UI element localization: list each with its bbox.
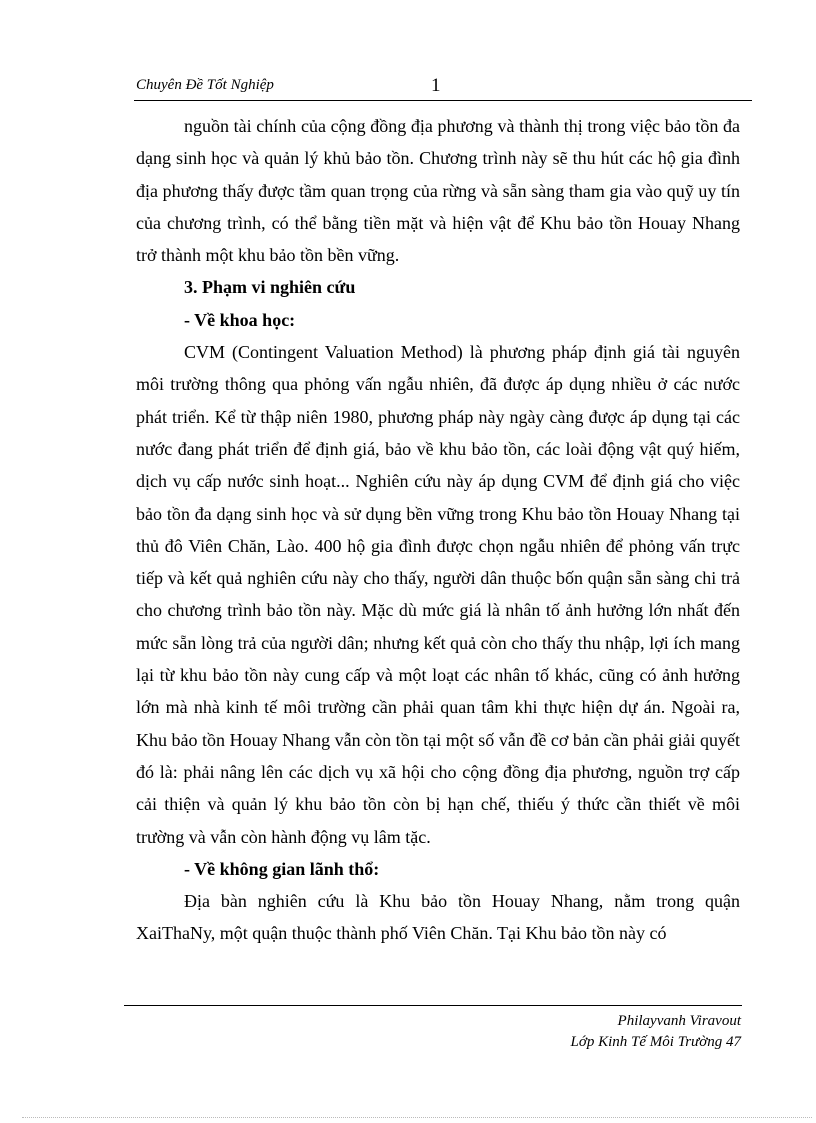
page-header — [134, 74, 752, 101]
space-paragraph: Địa bàn nghiên cứu là Khu bảo tồn Houay Nhang, nằm trong quận XaiThaNy, một quận thuộc thành phố Viên Chăn. Tại Khu bảo tồn này có — [136, 891, 740, 944]
page-footer — [571, 1011, 741, 1053]
document-body — [136, 110, 740, 950]
subheading-space: - Về không gian lãnh thổ: — [184, 858, 380, 879]
page-number: 1 — [431, 75, 441, 96]
footer-divider — [124, 1005, 742, 1006]
page-edge-divider — [22, 1117, 812, 1118]
intro-paragraph: nguồn tài chính của cộng đồng địa phương và thành thị trong việc bảo tồn đa dạng sinh học và quản lý khủ bảo tồn. Chương trình này sẽ thu hút các hộ gia đình địa phương thấy được tầm quan trọng của rừng và sẵn sàng tham gia vào quỹ uy tín của chương trình, có thể bằng tiền mặt và hiện vật để Khu bảo tồn Houay Nhang trở thành một khu bảo tồn bền vững. — [136, 116, 740, 266]
footer-author: Philayvanh Viravout — [617, 1013, 741, 1029]
document-title: Chuyên Đề Tốt Nghiệp — [136, 77, 274, 93]
footer-class: Lớp Kinh Tế Môi Trường 47 — [570, 1034, 741, 1050]
science-paragraph: CVM (Contingent Valuation Method) là phương pháp định giá tài nguyên môi trường thông qua phỏng vấn ngẫu nhiên, đã được áp dụng nhiều ở các nước phát triển. Kể từ thập niên 1980, phương pháp này ngày càng được áp dụng tại các nước đang phát triển để định giá, bảo về khu bảo tồn, các loài động vật quý hiếm, dịch vụ cấp nước sinh hoạt... Nghiên cứu này áp dụng CVM để định giá cho việc bảo tồn đa dạng sinh học và sử dụng bền vững trong Khu bảo tồn Houay Nhang tại thủ đô Viên Chăn, Lào. 400 hộ gia đình được chọn ngẫu nhiên để phỏng vấn trực tiếp và kết quả nghiên cứu này cho thấy, người dân thuộc bốn quận sẵn sàng chi trả cho chương trình bảo tồn này. Mặc dù mức giá là nhân tố ảnh hưởng lớn nhất đến mức sẵn lòng trả của người dân; nhưng kết quả còn cho thấy thu nhập, lợi ích mang lại từ khu bảo tồn này cung cấp và một loạt các nhân tố khác, cũng có ảnh hưởng lớn mà nhà kinh tế môi trường cần phải quan tâm khi thực hiện dự án. Ngoài ra, Khu bảo tồn Houay Nhang vẫn còn tồn tại một số vẫn đề cơ bản cần phải giải quyết đó là: phải nâng lên các dịch vụ xã hội cho cộng đồng địa phương, nguồn trợ cấp cải thiện và quản lý khu bảo tồn còn bị hạn chế, thiếu ý thức cần thiết về môi trường và vẫn còn hành động vụ lâm tặc. — [136, 342, 740, 847]
subheading-science: - Về khoa học: — [184, 309, 296, 330]
section-heading: 3. Phạm vi nghiên cứu — [184, 277, 356, 298]
